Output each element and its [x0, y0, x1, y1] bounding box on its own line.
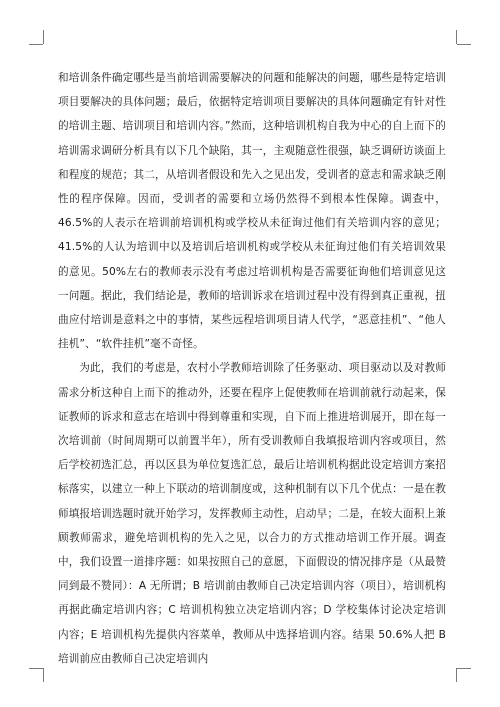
paragraph-2: 为此，我们的考虑是，农村小学教师培训除了任务驱动、项目驱动以及对教师需求分析这种自上而下的推动外，还要在程序上促使教师在培训前就行动起来，保证教师的诉求和意志在培训中得到尊重和实现，自下而上推进培训展开，即在每一次培训前（时间周期可以前置半年），所有受训教师自我填报培训内容或项目，然后学校初选汇总，再以区县为单位复选汇总，最后让培训机构据此设定培训方案招标落实，以建立一种上下联动的培训制度或，这种机制有以下几个优点：一是在教师填报培训选题时就开始学习，发挥教师主动性，启动早；二是，在较大面积上兼顾教师需求，避免培训机构的先入之见，以合力的方式推动培训工作开展。调查中，我们设置一道排序题：如果按照自己的意愿，下面假设的情况排序是（从最赞同到最不赞同）：A 无所谓；B 培训前由教师自己决定培训内容（项目），培训机构再据此确定培训内容；C 培训机构独立决定培训内容；D 学校集体讨论决定培训内容；E 培训机构先提供内容菜单，教师从中选择培训内容。结果 50.6%人把 B 培训前应由教师自己决定培训内	[58, 362, 446, 665]
crop-mark-top-left-vertical	[43, 30, 44, 44]
crop-mark-top-right-horizontal	[457, 44, 471, 45]
paragraph-1: 和培训条件确定哪些是当前培训需要解决的问题和能解决的问题，哪些是特定培训项目要解决的具体问题；最后，依据特定培训项目要解决的具体问题确定有针对性的培训主题、培训项目和培训内容。”然而，这种培训机构自我为中心的自上而下的培训需求调研分析具有以下几个缺陷，其一，主观随意性很强，缺乏调研访谈面上和程度的规范；其二，从培训者假设和先入之见出发，受训者的意志和需求缺乏刚性的程序保障。因而，受训者的需要和立场仍然得不到根本性保障。调查中，46.5%的人表示在培训前培训机构或学校从未征询过他们有关培训内容的意见；41.5%的人认为培训中以及培训后培训机构或学校从未征询过他们有关培训效果的意见。50%左右的教师表示没有考虑过培训机构是否需要征询他们培训意见这一问题。据此，我们结论是，教师的培训诉求在培训过程中没有得到真正重视，扭曲应付培训是意料之中的事情，某些远程培训项目请人代学，“恶意挂机”、“他人挂机”、“软件挂机”毫不奇怪。	[58, 72, 446, 351]
crop-mark-bottom-left-vertical	[43, 668, 44, 682]
crop-mark-bottom-left-horizontal	[29, 668, 43, 669]
crop-mark-bottom-right-horizontal	[457, 668, 471, 669]
crop-mark-bottom-right-vertical	[456, 668, 457, 682]
crop-mark-top-left-horizontal	[29, 44, 43, 45]
crop-mark-top-right-vertical	[456, 30, 457, 44]
body-text	[58, 66, 446, 671]
